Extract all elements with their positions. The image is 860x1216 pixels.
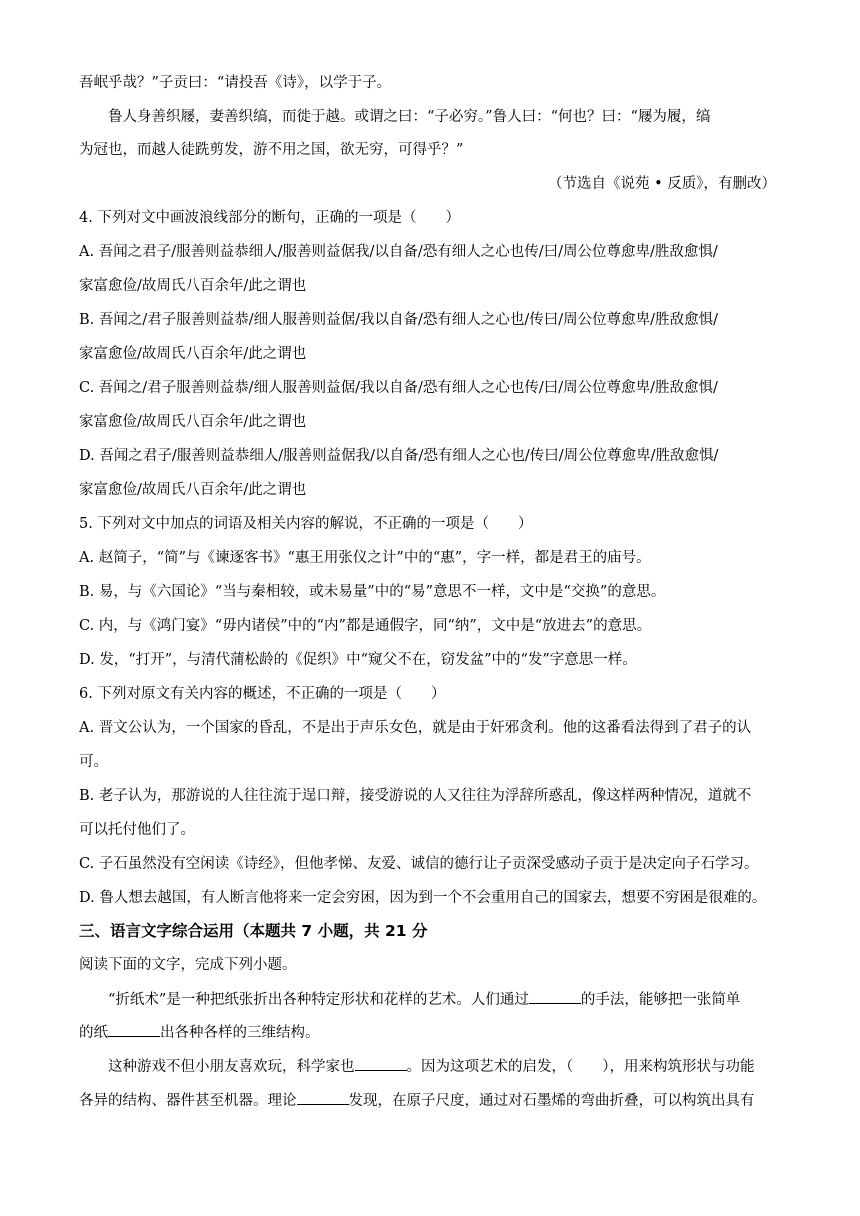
q6-option-d: D. 鲁人想去越国，有人断言他将来一定会穷困，因为到一个不会重用自己的国家去，想要不穷困是很难的。 (79, 890, 767, 906)
paragraph-line (108, 989, 782, 1010)
q6-option-b: B. 老子认为，那游说的人往往流于逞口辩，接受游说的人又往往为浮辞所惑乱，像这样两种情况，道就不 (79, 788, 752, 804)
fill-blank (529, 989, 581, 1004)
q4-option-a-cont: 家富愈俭/故周氏八百余年/此之谓也 (79, 278, 307, 294)
q4-option-b: B. 吾闻之/君子服善则益恭/细人服善则益倨/我以自备/恐有细人之心也/传曰/周公位尊愈卑/胜敌愈惧/ (79, 312, 718, 328)
question-4-stem: 4. 下列对文中画波浪线部分的断句，正确的一项是（ ） (79, 210, 460, 226)
passage-source: （节选自《说苑 • 反质》，有删改） (547, 176, 776, 192)
passage-line: 为冠也，而越人徒跣剪发，游不用之国，欲无穷，可得乎？” (79, 142, 464, 158)
q5-option-c: C. 内，与《鸿门宴》“毋内诸侯”中的“内”都是通假字，同“纳”，文中是“放进去”的意思。 (79, 618, 652, 634)
paragraph-text: 各异的结构、器件甚至机器。理论 (79, 1093, 297, 1109)
paragraph-text: 发现，在原子尺度，通过对石墨烯的弯曲折叠，可以构筑出具有 (348, 1093, 755, 1109)
fill-blank (108, 1022, 160, 1037)
paragraph-text: 的手法，能够把一张简单 (580, 992, 741, 1008)
paragraph-text: 。因为这项艺术的启发，（ ），用来构筑形状与功能 (406, 1059, 755, 1075)
q4-option-d-cont: 家富愈俭/故周氏八百余年/此之谓也 (79, 482, 307, 498)
paragraph-text: 这种游戏不但小朋友喜欢玩，科学家也 (108, 1059, 355, 1075)
paragraph-line (108, 1056, 782, 1077)
paragraph-text: 的纸 (79, 1025, 108, 1041)
question-6-stem: 6. 下列对原文有关内容的概述，不正确的一项是（ ） (79, 686, 446, 702)
q6-option-c: C. 子石虽然没有空闲读《诗经》，但他孝悌、友爱、诚信的德行让子贡深受感动子贡于是决定向子石学习。 (79, 856, 759, 872)
section-3-heading: 三、语言文字综合运用（本题共 7 小题，共 21 分 (79, 922, 428, 940)
q4-option-c-cont: 家富愈俭/故周氏八百余年/此之谓也 (79, 414, 307, 430)
section-3-instruction: 阅读下面的文字，完成下列小题。 (79, 957, 297, 973)
q6-option-a: A. 晋文公认为，一个国家的昏乱，不是出于声乐女色，就是由于奸邪贪利。他的这番看法得到了君子的认 (79, 720, 752, 736)
paragraph-text: 出各种各样的三维结构。 (160, 1025, 320, 1041)
question-5-stem: 5. 下列对文中加点的词语及相关内容的解说，不正确的一项是（ ） (79, 516, 533, 532)
paragraph-text: “折纸术”是一种把纸张折出各种特定形状和花样的艺术。人们通过 (108, 992, 529, 1008)
q4-option-c: C. 吾闻之/君子服善则益恭/细人服善则益倨/我以自备/恐有细人之心也传/曰/周公位尊愈卑/胜敌愈惧/ (79, 380, 718, 396)
q5-option-a: A. 赵简子，“简”与《谏逐客书》“惠王用张仪之计”中的“惠”，字一样，都是君王的庙号。 (79, 550, 651, 566)
q5-option-d: D. 发，“打开”，与清代蒲松龄的《促织》中“窥父不在，窃发盆”中的“发”字意思一样。 (79, 652, 637, 668)
q6-option-b-cont: 可以托付他们了。 (79, 822, 195, 838)
fill-blank (355, 1056, 407, 1071)
fill-blank (297, 1090, 349, 1105)
paragraph-line (79, 1090, 782, 1111)
q4-option-b-cont: 家富愈俭/故周氏八百余年/此之谓也 (79, 346, 307, 362)
passage-line: 鲁人身善织屦，妻善织缟，而徙于越。或谓之曰：“子必穷。”鲁人曰：“何也？曰：“屦为履，缟 (108, 109, 711, 125)
q4-option-d: D. 吾闻之君子/服善则益恭细人/服善则益倨我/以自备/恐有细人之心也/传曰/周公位尊愈卑/胜敌愈惧/ (79, 448, 719, 464)
q5-option-b: B. 易，与《六国论》“当与秦相较，或未易量”中的“易”意思不一样，文中是“交换”的意思。 (79, 584, 666, 600)
q4-option-a: A. 吾闻之君子/服善则益恭细人/服善则益倨我/以自备/恐有细人之心也传/曰/周公位尊愈卑/胜敌愈惧/ (79, 244, 718, 260)
passage-line: 吾岷乎哉？”子贡曰：“请投吾《诗》，以学于子。 (79, 75, 392, 91)
paragraph-line (79, 1022, 782, 1043)
q6-option-a-cont: 可。 (79, 754, 108, 770)
